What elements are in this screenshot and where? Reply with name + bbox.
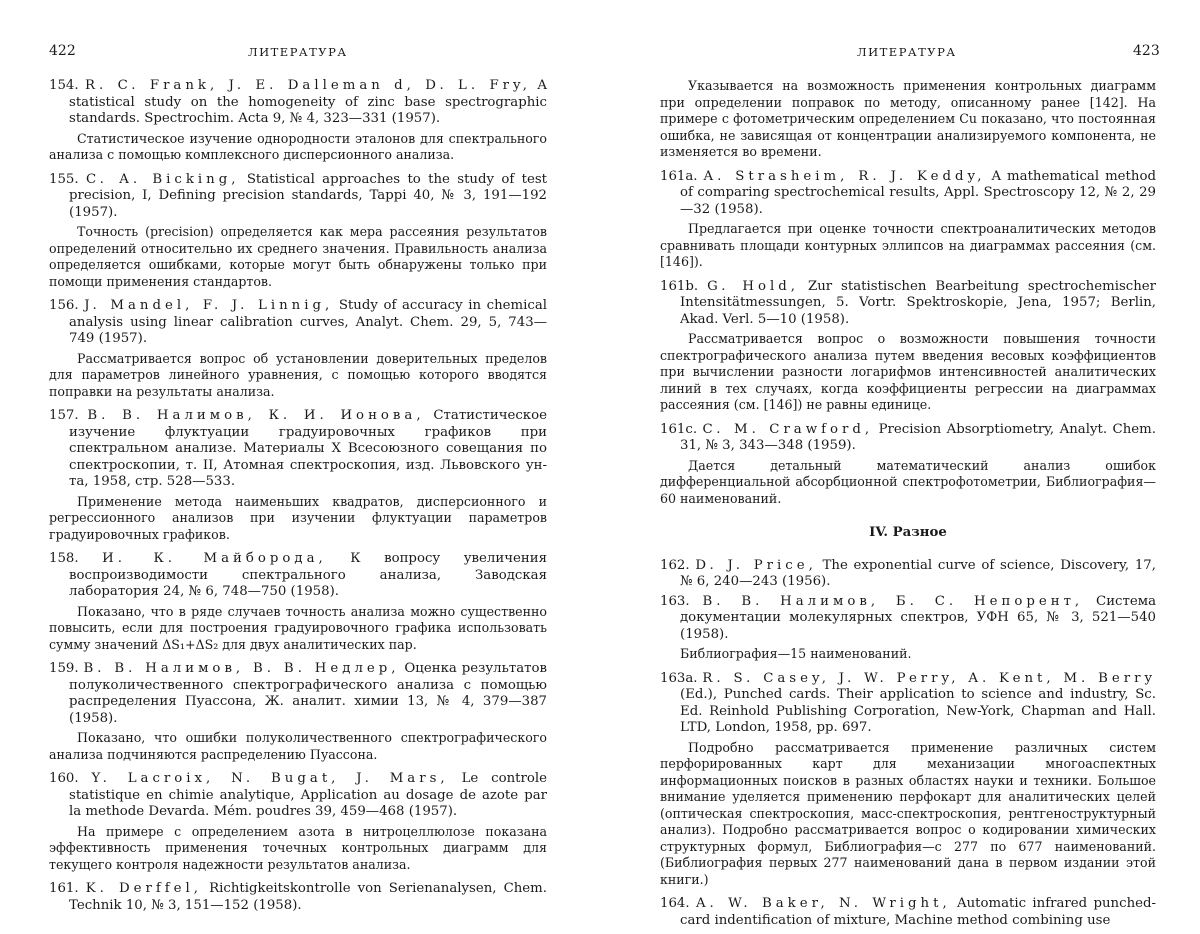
reference-annotation: Точность (precision) определяется как мера рассеяния результатов определений относительно их среднего значения. Правильность анализа определяется ошибками, которые могут быть обнаружены только при помощи применения стандартов. bbox=[49, 224, 547, 290]
reference-citation: 164. A. W. Baker, N. Wright, Automatic infrared punched-card indentification of mixture, Machine method combining use bbox=[660, 896, 1156, 929]
reference-citation: 161a. A. Strasheim, R. J. Keddy, A mathematical method of comparing spectrochemical results, Appl. Spectroscopy 12, № 2, 29—32 (1958). bbox=[660, 169, 1156, 219]
reference-citation: 163a. R. S. Casey, J. W. Perry, A. Kent, M. Berry (Ed.), Punched cards. Their application to science and industry, Sc. Ed. Reinhold Publishing Corporation, New-York, Chapman and Hall. LTD, London, 1958, pp. 697. bbox=[660, 671, 1156, 737]
section-heading: IV. Разное bbox=[660, 525, 1156, 542]
reference-citation: 157. В. В. Налимов, К. И. Ионова, Статистическое изучение флуктуации градуировочных графиков при спектральном анализе. Материалы X Всесоюзного совещания по спектроскопии, т. II, Атомная спектроскопия, изд. Львовского ун-та, 1958, стр. 528—533. bbox=[49, 408, 547, 491]
reference-citation: 161c. C. M. Crawford, Precision Absorptiometry, Analyt. Chem. 31, № 3, 343—348 (1959). bbox=[660, 422, 1156, 455]
left-column bbox=[49, 78, 547, 917]
reference-citation: 163. В. В. Налимов, Б. С. Непорент, Система документации молекулярных спектров, УФН 65, № 3, 521—540 (1958). bbox=[660, 594, 1156, 644]
reference-annotation: Показано, что в ряде случаев точность анализа можно существенно повысить, если для построения градуировочного графика использовать сумму значений ΔS₁+ΔS₂ для двух аналитических пар. bbox=[49, 604, 547, 654]
reference-citation: 158. И. К. Майборода, К вопросу увеличения воспроизводимости спектрального анализа, Заводская лаборатория 24, № 6, 748—750 (1958). bbox=[49, 551, 547, 601]
reference-citation: 160. Y. Lacroix, N. Bugat, J. Mars, Le controle statistique en chimie analytique, Application au dosage de azote par la methode Devarda. Mém. poudres 39, 459—468 (1957). bbox=[49, 771, 547, 821]
reference-entry bbox=[49, 551, 547, 653]
page-number: 423 bbox=[1133, 43, 1160, 59]
reference-citation: 156. J. Mandel, F. J. Linnig, Study of accuracy in chemical analysis using linear calibration curves, Analyt. Chem. 29, 5, 743—749 (1957). bbox=[49, 298, 547, 348]
reference-citation: 162. D. J. Price, The exponential curve of science, Discovery, 17, № 6, 240—243 (1956). bbox=[660, 558, 1156, 591]
reference-annotation: Дается детальный математический анализ ошибок дифференциальной абсорбционной спектрофотометрии, Библиография—60 наименований. bbox=[660, 458, 1156, 508]
reference-entry bbox=[49, 771, 547, 873]
reference-entry bbox=[660, 594, 1156, 663]
reference-annotation: Статистическое изучение однородности эталонов для спектрального анализа с помощью комплексного дисперсионного анализа. bbox=[49, 131, 547, 164]
reference-entry bbox=[660, 896, 1156, 929]
reference-entry bbox=[49, 172, 547, 291]
left-page bbox=[0, 0, 600, 934]
reference-entry bbox=[660, 279, 1156, 414]
reference-entry bbox=[49, 881, 547, 914]
reference-citation: 159. В. В. Налимов, В. В. Недлер, Оценка результатов полуколичественного спектрографического анализа с помощью распределения Пуассона, Ж. аналит. химии 13, № 4, 379—387 (1958). bbox=[49, 661, 547, 727]
reference-annotation: Библиография—15 наименований. bbox=[680, 646, 1156, 663]
reference-entry bbox=[660, 422, 1156, 508]
reference-entry bbox=[660, 558, 1156, 591]
reference-entry bbox=[660, 671, 1156, 889]
reference-annotation: Подробно рассматривается применение различных систем перфорированных карт для механизации многоаспектных информационных поисков в разных областях науки и техники. Большое внимание уделяется применению перфокарт для аналитических целей (оптическая спектроскопия, масс-спектроскопия, рентгеноструктурный анализ). Подробно рассматривается вопрос о кодировании химических структурных формул, Библиография—с 277 по 677 наименований. (Библиография первых 277 наименований дана в первом издании этой книги.) bbox=[660, 740, 1156, 889]
right-column bbox=[660, 78, 1156, 932]
reference-annotation: Предлагается при оценке точности спектроаналитических методов сравнивать площади контурных эллипсов на диаграммах рассеяния (см. [146]). bbox=[660, 221, 1156, 271]
reference-annotation: Применение метода наименьших квадратов, дисперсионного и регрессионного анализов при изучении флуктуации параметров градуировочных графиков. bbox=[49, 494, 547, 544]
right-page bbox=[600, 0, 1200, 934]
reference-citation: 161. K. Derffel, Richtigkeitskontrolle von Serienanalysen, Chem. Technik 10, № 3, 151—152 (1958). bbox=[49, 881, 547, 914]
reference-entry bbox=[49, 298, 547, 400]
reference-entry bbox=[49, 78, 547, 164]
running-title: ЛИТЕРАТУРА bbox=[857, 45, 957, 59]
reference-entry bbox=[49, 661, 547, 763]
reference-entry bbox=[49, 408, 547, 543]
reference-citation: 155. C. A. Bicking, Statistical approaches to the study of test precision, I, Defining precision standards, Tappi 40, № 3, 191—192 (1957). bbox=[49, 172, 547, 222]
reference-citation: 161b. G. Hold, Zur statistischen Bearbeitung spectrochemischer Intensitätmessungen, 5. Vortr. Spektroskopie, Jena, 1957; Berlin, Akad. Verl. 5—10 (1958). bbox=[660, 279, 1156, 329]
reference-annotation: На примере с определением азота в нитроцеллюлозе показана эффективность применения точечных контрольных диаграмм для текущего контроля надежности результатов анализа. bbox=[49, 824, 547, 874]
reference-annotation: Указывается на возможность применения контрольных диаграмм при определении поправок по методу, описанному ранее [142]. На примере с фотометрическим определением Cu показано, что постоянная ошибка, не зависящая от концентрации анализируемого компонента, не изменяется во времени. bbox=[660, 78, 1156, 161]
reference-entry bbox=[660, 169, 1156, 271]
page-number: 422 bbox=[49, 43, 76, 59]
reference-annotation: Рассматривается вопрос об установлении доверительных пределов для параметров линейного уравнения, с помощью которого вводятся поправки на результаты анализа. bbox=[49, 351, 547, 401]
reference-citation: 154. R. C. Frank, J. E. Dalleman d, D. L. Fry, A statistical study on the homogeneity of zinc base spectrographic standards. Spectrochim. Acta 9, № 4, 323—331 (1957). bbox=[49, 78, 547, 128]
reference-annotation: Рассматривается вопрос о возможности повышения точности спектрографического анализа путем введения весовых коэффициентов при вычислении разности логарифмов интенсивностей аналитических линий в тех случаях, когда коэффициенты регрессии на диаграммах рассеяния (см. [146]) не равны единице. bbox=[660, 331, 1156, 414]
reference-annotation: Показано, что ошибки полуколичественного спектрографического анализа подчиняются распределению Пуассона. bbox=[49, 730, 547, 763]
running-title: ЛИТЕРАТУРА bbox=[248, 45, 348, 59]
